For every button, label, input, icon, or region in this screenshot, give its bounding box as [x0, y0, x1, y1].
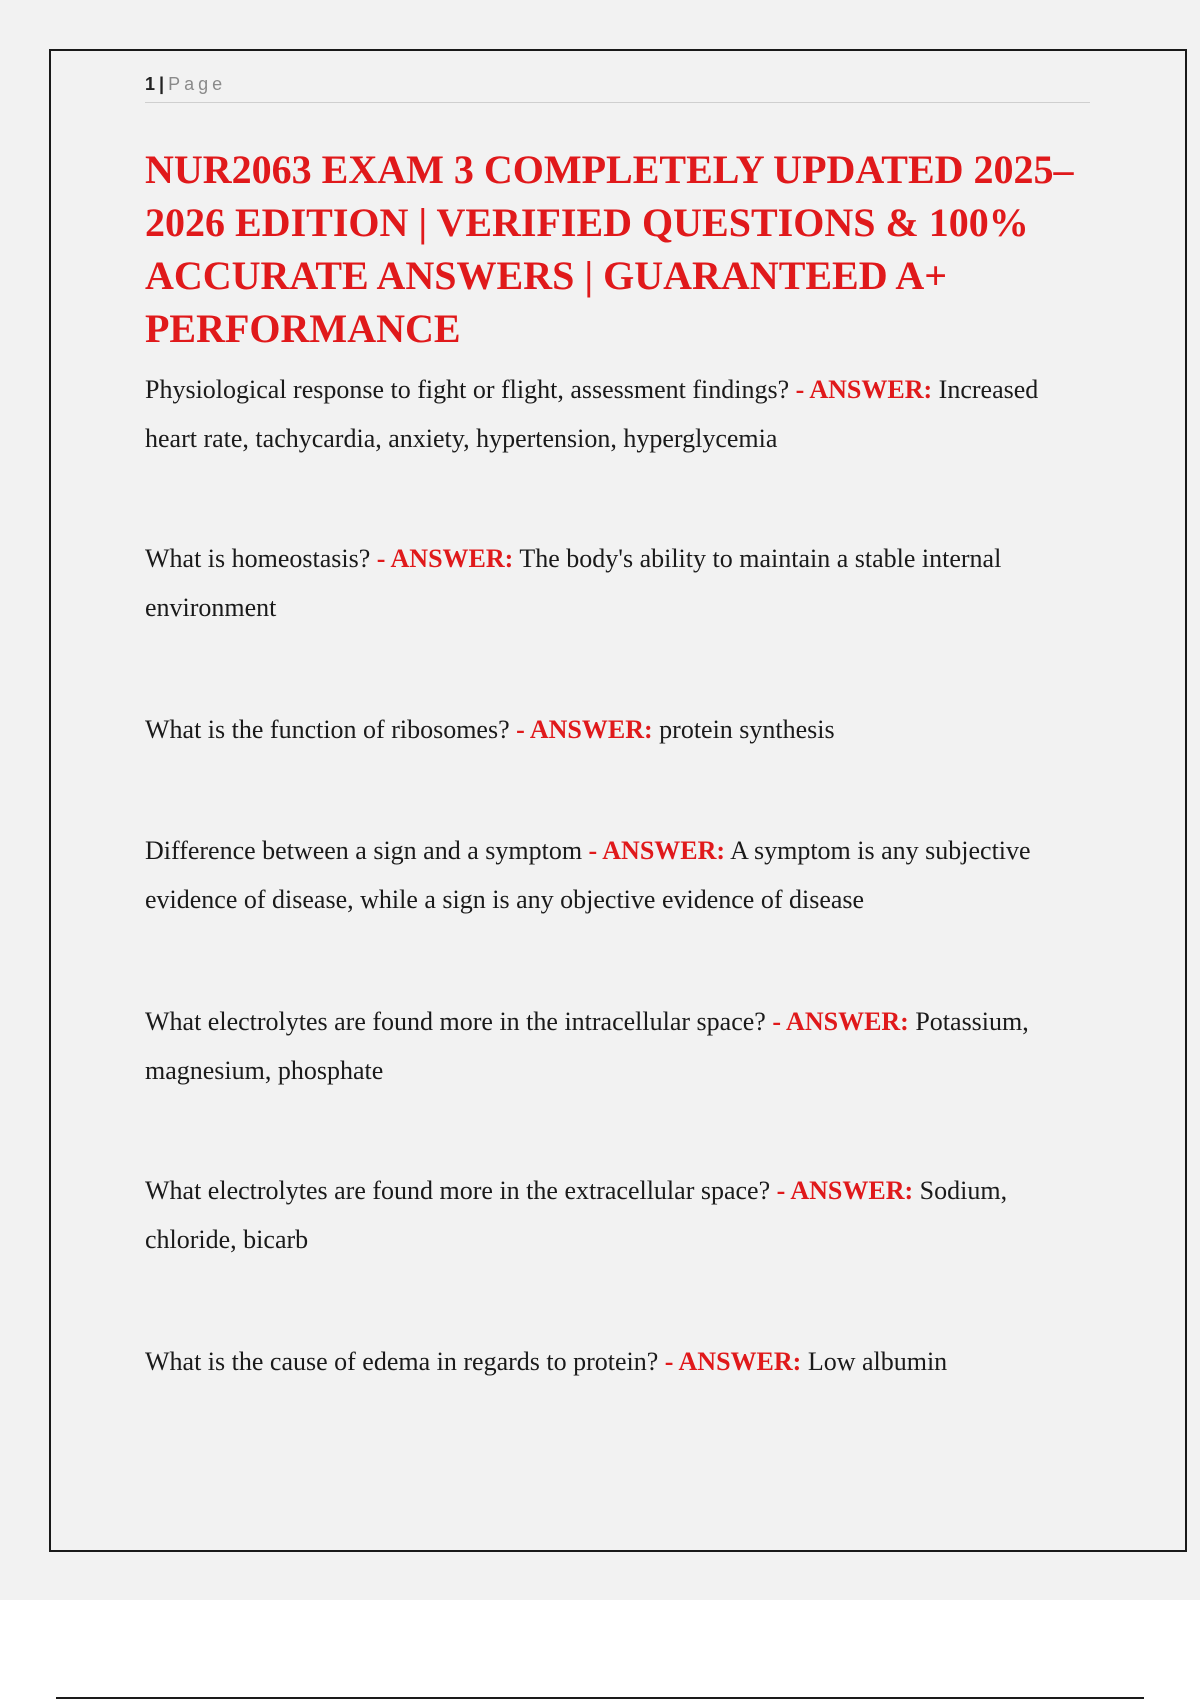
qa-item-7	[145, 1337, 1090, 1386]
document-title: NUR2063 EXAM 3 COMPLETELY UPDATED 2025–2026 EDITION | VERIFIED QUESTIONS & 100% ACCURATE ANSWERS | GUARANTEED A+ PERFORMANCE	[145, 147, 1074, 351]
answer-text: Sodium, chloride, bicarb	[145, 1176, 1008, 1254]
answer-text: protein synthesis	[659, 715, 835, 744]
qa-item-4	[145, 826, 1090, 924]
question-text: Difference between a sign and a symptom	[145, 836, 583, 865]
answer-label: - ANSWER:	[376, 544, 514, 573]
question-text: What electrolytes are found more in the extracellular space?	[145, 1176, 771, 1205]
footer-divider	[56, 1697, 1144, 1699]
qa-item-6	[145, 1166, 1090, 1264]
question-text: What is the cause of edema in regards to protein?	[145, 1347, 659, 1376]
question-text: Physiological response to fight or flight, assessment findings?	[145, 375, 790, 404]
question-text: What is homeostasis?	[145, 544, 371, 573]
answer-text: The body's ability to maintain a stable internal environment	[145, 544, 1002, 622]
qa-item-5	[145, 997, 1090, 1095]
qa-item-2	[145, 534, 1090, 632]
answer-text: Potassium, magnesium, phosphate	[145, 1007, 1029, 1085]
answer-text: Increased heart rate, tachycardia, anxiety, hypertension, hyperglycemia	[145, 375, 1039, 453]
qa-item-3	[145, 705, 1090, 754]
page-number: 1	[145, 74, 156, 94]
page-header	[145, 72, 1090, 103]
answer-label: - ANSWER:	[795, 375, 933, 404]
answer-label: - ANSWER:	[664, 1347, 802, 1376]
answer-label: - ANSWER:	[776, 1176, 914, 1205]
answer-label: - ANSWER:	[772, 1007, 909, 1036]
answer-text: A symptom is any subjective evidence of disease, while a sign is any objective evidence of disease	[145, 836, 1031, 914]
answer-label: - ANSWER:	[588, 836, 726, 865]
answer-label: - ANSWER:	[516, 715, 653, 744]
answer-text: Low albumin	[807, 1347, 948, 1376]
qa-item-1	[145, 365, 1090, 463]
page-separator: |	[159, 74, 165, 94]
question-text: What electrolytes are found more in the intracellular space?	[145, 1007, 766, 1036]
question-text: What is the function of ribosomes?	[145, 715, 510, 744]
page-word: Page	[168, 74, 227, 94]
